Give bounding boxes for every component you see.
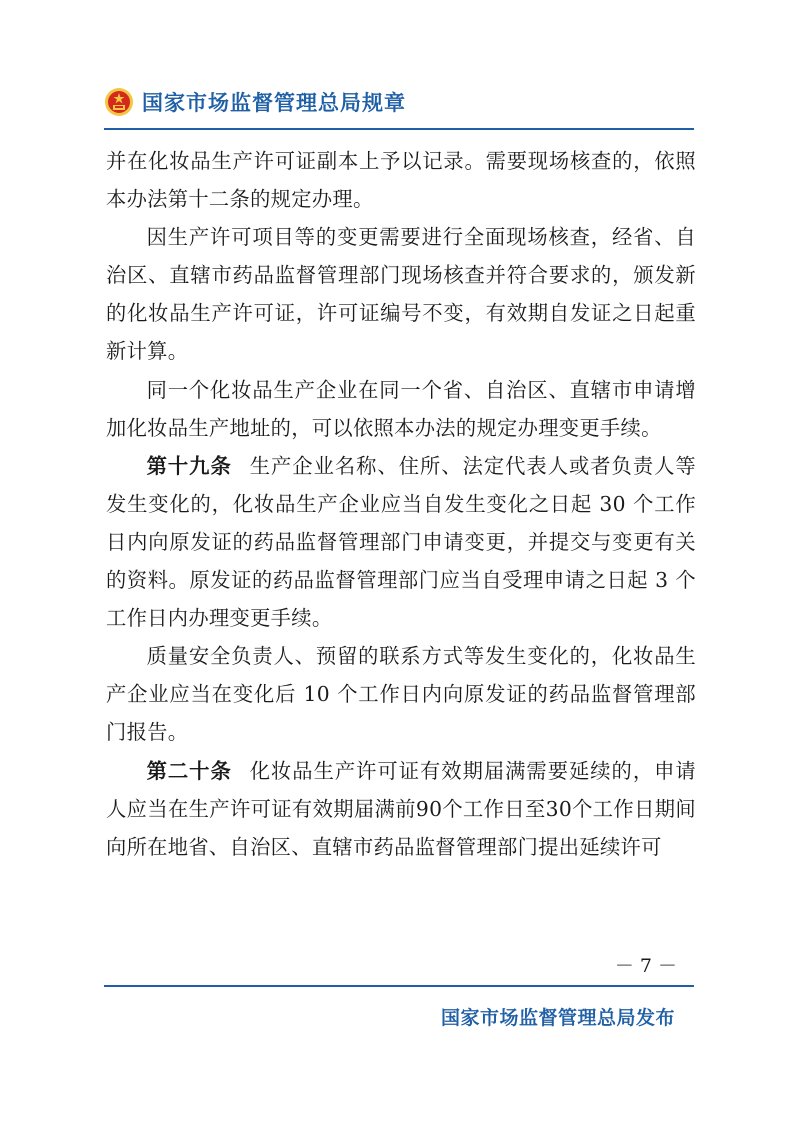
article-20	[106, 752, 696, 866]
paragraph: 质量安全负责人、预留的联系方式等发生变化的，化妆品生产企业应当在变化后 10 个工作日内向原发证的药品监督管理部门报告。	[106, 644, 696, 745]
footer-issuer: 国家市场监督管理总局发布	[440, 1007, 675, 1029]
page-number: － 7 －	[614, 955, 677, 977]
header-title: 国家市场监督管理总局规章	[142, 91, 406, 115]
header-divider	[104, 128, 694, 130]
article-heading: 第十九条	[146, 453, 232, 478]
paragraph-continuation: 并在化妆品生产许可证副本上予以记录。需要现场核查的，依照本办法第十二条的规定办理。	[106, 149, 696, 212]
article-heading: 第二十条	[146, 758, 232, 783]
paragraph: 因生产许可项目等的变更需要进行全面现场核查，经省、自治区、直辖市药品监督管理部门现场核查并符合要求的，颁发新的化妆品生产许可证，许可证编号不变，有效期自发证之日起重新计算。	[106, 225, 696, 364]
article-text: 生产企业名称、住所、法定代表人或者负责人等发生变化的，化妆品生产企业应当自发生变化之日起 30 个工作日内向原发证的药品监督管理部门申请变更，并提交与变更有关的资料。原发证的药品监督管理部门应当自受理申请之日起 3 个工作日内办理变更手续。	[106, 453, 696, 631]
article-19	[106, 447, 696, 637]
paragraph: 同一个化妆品生产企业在同一个省、自治区、直辖市申请增加化妆品生产地址的，可以依照本办法的规定办理变更手续。	[106, 377, 696, 440]
footer-divider	[104, 985, 694, 987]
national-emblem-icon	[104, 87, 134, 117]
page-header	[104, 82, 406, 122]
document-body	[106, 142, 696, 866]
article-text: 化妆品生产许可证有效期届满需要延续的，申请人应当在生产许可证有效期届满前90个工作日至30个工作日期间向所在地省、自治区、直辖市药品监督管理部门提出延续许可	[106, 758, 696, 859]
